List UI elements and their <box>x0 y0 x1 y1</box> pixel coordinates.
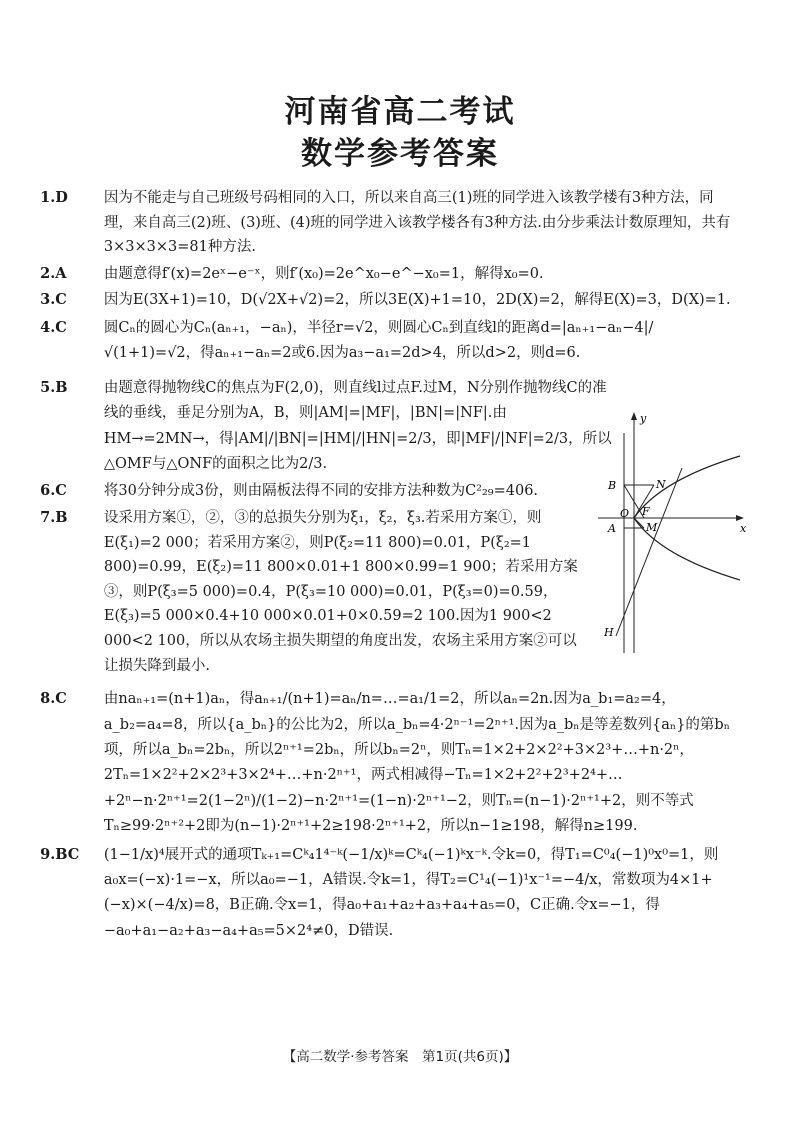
answer-text: 由题意得抛物线C的焦点为F(2,0)，则直线l过点F.过M，N分别作抛物线C的准线的垂线，垂足分别为A，B，则|AM|=|MF|，|BN|=|NF|.由HM→=2MN→，得|AM|/|BN|=|HM|/|HN|=2/3，即|MF|/|NF|=2/3，所以△OMF与△ONF的面积之比为2/3. <box>103 379 612 472</box>
answer-number: 2.A <box>40 264 67 282</box>
answer-number: 9.BC <box>40 845 80 863</box>
answer-text: 由naₙ₊₁=(n+1)aₙ，得aₙ₊₁/(n+1)=aₙ/n=…=a₁/1=2，所以aₙ=2n.因为a_b₁=a₂=4，a_b₂=a₄=8，所以{a_bₙ}的公比为2，所以a_bₙ=4·2ⁿ⁻¹=2ⁿ⁺¹.因为a_bₙ是等差数列{aₙ}的第bₙ项，所以a_bₙ=2bₙ，所以2ⁿ⁺¹=2bₙ，所以bₙ=2ⁿ，则Tₙ=1×2+2×2²+3×2³+…+n·2ⁿ，2Tₙ=1×2²+2×2³+3×2⁴+…+n·2ⁿ⁺¹，两式相减得−Tₙ=1×2+2²+2³+2⁴+…+2ⁿ−n·2ⁿ⁺¹=2(1−2ⁿ)/(1−2)−n·2ⁿ⁺¹=(1−n)·2ⁿ⁺¹−2，则Tₙ=(n−1)·2ⁿ⁺¹+2，则不等式Tₙ≥99·2ⁿ⁺²+2即为(n−1)·2ⁿ⁺¹+2≥198·2ⁿ⁺¹+2，所以n−1≥198，解得n≥199. <box>103 691 730 835</box>
answer-text: 由题意得f′(x)=2eˣ−e⁻ˣ，则f′(x₀)=2e^x₀−e^−x₀=1，解得x₀=0. <box>103 265 544 282</box>
answer-item <box>40 479 619 504</box>
point-label-H: H <box>604 626 614 639</box>
answer-item <box>40 315 732 367</box>
axis-label-y: y <box>640 412 647 425</box>
answer-item <box>40 288 732 313</box>
answer-text: (1−1/x)⁴展开式的通项Tₖ₊₁=Cᵏ₄1⁴⁻ᵏ(−1/x)ᵏ=Cᵏ₄(−1)ᵏx⁻ᵏ.令k=0，得T₁=C⁰₄(−1)⁰x⁰=1，则a₀x=(−x)·1=−x，所以a₀=−1，A错误.令k=1，得T₂=C¹₄(−1)¹x⁻¹=−4/x，常数项为4×1+(−x)×(−4/x)=8，B正确.令x=1，得a₀+a₁+a₂+a₃+a₄+a₅=0，C正确.令x=−1，得−a₀+a₁−a₂+a₃−a₄+a₅=5×2⁴≠0，D错误. <box>103 846 719 939</box>
answer-number: 1.D <box>40 189 68 206</box>
answer-text: 将30分钟分成3份，则由隔板法得不同的安排方法种数为C²₂₉=406. <box>103 483 539 500</box>
answer-text: 圆Cₙ的圆心为Cₙ(aₙ₊₁，−aₙ)，半径r=√2，则圆心Cₙ到直线l的距离d=|aₙ₊₁−aₙ−4|/√(1+1)=√2，得aₙ₊₁−aₙ=2或6.因为a₃−a₁=2d>4，所以d>2，则d=6. <box>103 319 654 362</box>
page-footer: 【高二数学·参考答案 第1页(共6页)】 <box>282 1049 518 1065</box>
axis-label-x: x <box>740 522 747 535</box>
page-subtitle: 数学参考答案 <box>301 136 499 172</box>
answer-item <box>40 842 732 945</box>
segment-OM <box>634 518 644 528</box>
point-label-N: N <box>656 478 666 491</box>
point-label-B: B <box>608 479 617 492</box>
y-axis-arrow-icon <box>631 412 637 420</box>
answer-number: 8.C <box>40 690 67 708</box>
page-title: 河南省高二考试 <box>284 94 516 130</box>
answer-number: 5.B <box>40 378 68 396</box>
answer-number: 4.C <box>40 318 67 336</box>
point-label-A: A <box>608 522 616 535</box>
point-label-F: F <box>642 505 650 518</box>
x-axis-arrow-icon <box>736 515 744 521</box>
answer-text: 因为不能走与自己班级号码相同的入口，所以来自高三(1)班的同学进入该教学楼有3种方法，同理，来自高三(2)班、(3)班、(4)班的同学进入该教学楼各有3种方法.由分步乘法计数原理知，共有3×3×3×3=81种方法. <box>103 190 731 256</box>
point-label-O: O <box>620 507 630 520</box>
answer-number: 3.C <box>40 291 67 309</box>
answer-text: 设采用方案①，②，③的总损失分别为ξ₁，ξ₂，ξ₃.若采用方案①，则E(ξ₁)=2 000；若采用方案②，则P(ξ₂=11 800)=0.01，P(ξ₂=1 800)=0.99，E(ξ₂)=11 800×0.01+1 800×0.99=1 900；若采用方案③，则P(ξ₃=5 000)=0.4，P(ξ₃=10 000)=0.01，P(ξ₃=0)=0.59，E(ξ₃)=5 000×0.4+10 000×0.01+0×0.59=2 100.因为1 900<2 000<2 100，所以从农场主损失期望的角度出发，农场主采用方案②可以让损失降到最小. <box>103 510 578 674</box>
answer-item <box>40 375 619 478</box>
answer-item <box>40 686 732 839</box>
parabola-figure <box>590 408 750 660</box>
answer-number: 6.C <box>40 482 67 500</box>
answer-item <box>40 262 732 287</box>
answer-item <box>40 186 732 260</box>
point-label-M: M <box>646 521 658 534</box>
answer-number: 7.B <box>40 509 68 526</box>
answer-text: 因为E(3X+1)=10，D(√2X+√2)=2，所以3E(X)+1=10，2D(X)=2，解得E(X)=3，D(X)=1. <box>103 292 731 309</box>
